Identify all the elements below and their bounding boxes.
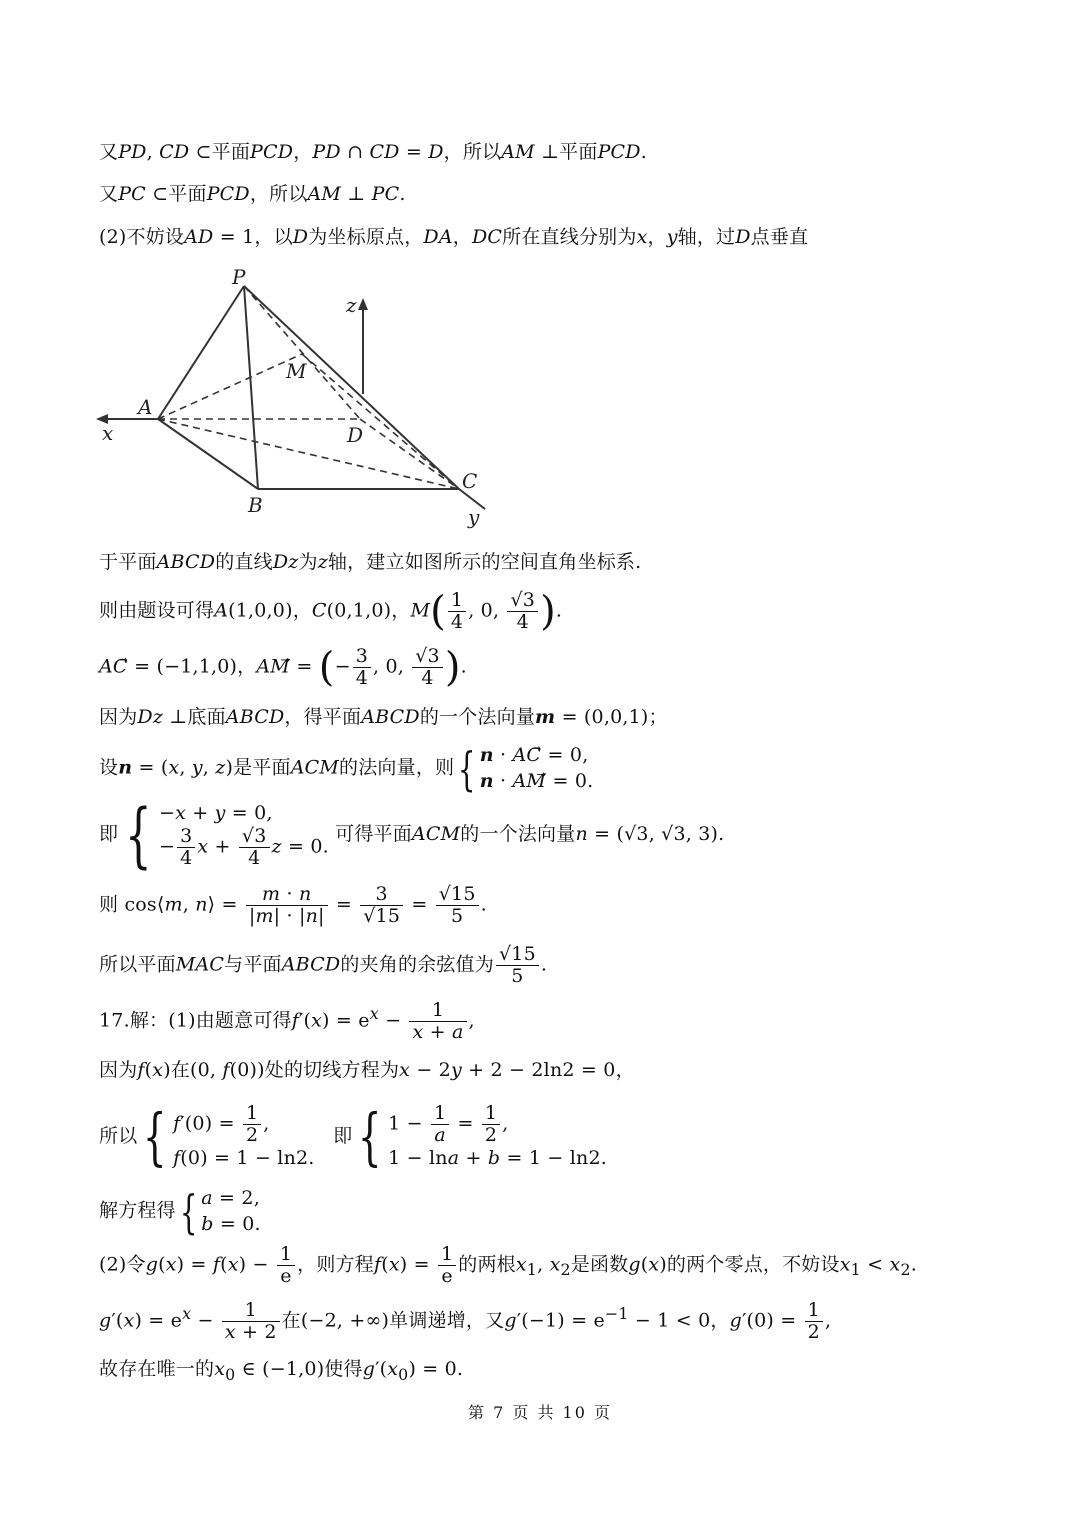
text-line-3: (2)不妨设AD = 1，以D为坐标原点，DA，DC所在直线分别为x，y轴，过D点垂直 [99, 226, 809, 248]
label-A: A [138, 395, 153, 419]
text-line-5: 则由题设可得A(1,0,0)，C(0,1,0)，M( $\frac{1}{4}$ , 0, $\frac{√3}{4}$ ). [99, 588, 563, 635]
edge-AB [158, 419, 258, 489]
label-P: P [232, 265, 246, 289]
label-z: z [346, 293, 357, 317]
text-line-9: 即{ −x + y = 0, − $\frac{3}{4}$ x + $\frac{√3}{4}$ z = 0. 可得平面ACM的一个法向量n = (√3, √3, 3). [99, 794, 725, 876]
edge-PB [244, 286, 258, 489]
text-line-4: 于平面ABCD的直线Dz为z轴，建立如图所示的空间直角坐标系. [99, 551, 642, 573]
z-axis-arrow [358, 298, 368, 310]
label-D: D [347, 423, 364, 447]
label-C: C [462, 469, 478, 493]
text-line-10: 则 cos⟨m, n⟩ = $\frac{m \cdot n}{|m| \cdot |n|}$ = $\frac{3}{√15}$ = $\frac{√15}{5}$ . [99, 883, 487, 927]
text-line-1: 又PD, CD ⊂平面PCD，PD ∩ CD = D，所以AM ⊥平面PCD. [99, 141, 647, 163]
text-line-15: 解方程得{ a = 2, b = 0. [99, 1184, 261, 1239]
label-x: x [102, 421, 114, 445]
text-line-14: 所以{ f′(0) = $\frac{1}{2}$ , f(0) = 1 − ln2. 即{ 1 − $\frac{1}{a}$ = $\frac{1}{2}$ , 1 − lna + b = 1 − ln2. [99, 1100, 607, 1174]
text-line-18: 故存在唯一的$x_0$ ∈ (−1,0)使得$g'(x_0) = 0$. [99, 1358, 464, 1384]
text-line-13: 因为f(x)在(0, f(0))处的切线方程为x − 2y + 2 − 2ln2 = 0， [99, 1059, 635, 1081]
text-line-6: AC⃗ = (−1,1,0)，AM⃗ = (− $\frac{3}{4}$ , 0, $\frac{√3}{4}$ ). [99, 644, 467, 691]
text-line-16: (2)令g(x) = f(x) − $\frac{1}{e}$ ，则方程f(x) = $\frac{1}{e}$ 的两根$x_1$, $x_2$是函数g(x)的两个零点，不妨设$x_1 < x_2$. [99, 1243, 917, 1287]
edge-MC [302, 354, 459, 489]
text-line-12: 17.解：(1)由题意可得$f'(x) = e^x$ − $\frac{1}{x + a}$ , [99, 999, 475, 1043]
edge-AC [158, 419, 459, 489]
label-B: B [248, 493, 263, 517]
text-line-17: $g'(x) = e^x$ − $\frac{1}{x + 2}$ 在(−2, +∞)单调递增，又$g'(-1) = e^{-1} - 1 < 0$，g′(0) = $\frac{1}{2}$ , [99, 1299, 832, 1343]
text-line-7: 因为Dz ⊥底面ABCD，得平面ABCD的一个法向量m = (0,0,1)； [99, 706, 668, 728]
text-line-8: 设n = (x, y, z)是平面ACM的法向量，则{ n · AC⃗ = 0, n · AM⃗ = 0. [99, 741, 594, 796]
label-y: y [468, 505, 480, 529]
page-footer: 第 7 页 共 10 页 [468, 1403, 612, 1422]
label-M: M [286, 359, 307, 383]
text-line-11: 所以平面MAC与平面ABCD的夹角的余弦值为 $\frac{√15}{5}$ . [99, 943, 548, 987]
edge-PD [244, 286, 360, 419]
edge-DC [360, 419, 459, 489]
edge-PA [158, 286, 244, 419]
text-line-2: 又PC ⊂平面PCD，所以AM ⊥ PC. [99, 183, 406, 205]
pyramid-figure [92, 262, 512, 532]
